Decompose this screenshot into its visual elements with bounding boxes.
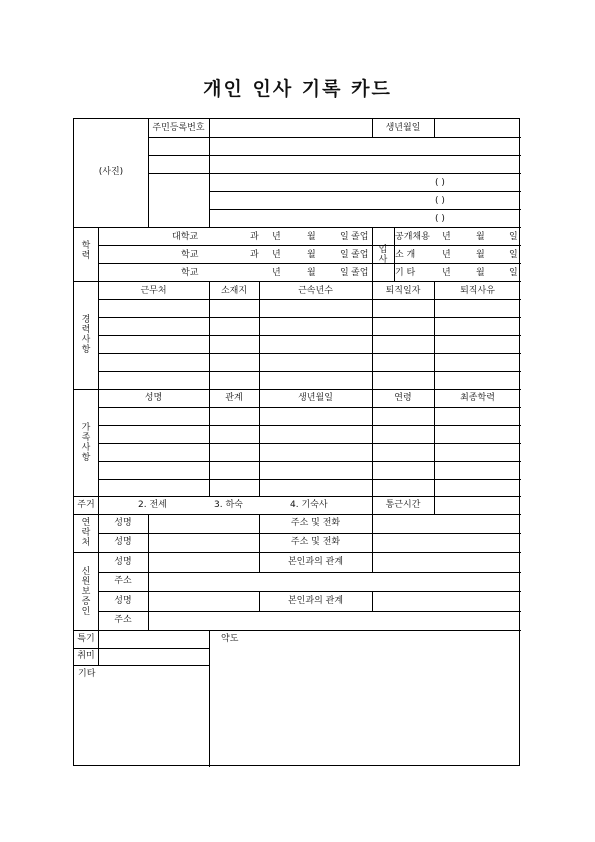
guarantor-addr-label: 주소 <box>114 615 132 625</box>
housing-option: 4. 기숙사 <box>290 500 328 510</box>
contact-label: 연 락 처 <box>81 518 91 548</box>
grid-line <box>434 496 435 514</box>
etc-label: 기타 <box>78 669 96 679</box>
edu-day: 일 <box>340 250 349 260</box>
grid-line <box>98 263 521 264</box>
grid-line <box>74 514 521 515</box>
grid-line <box>209 155 521 156</box>
grid-line <box>148 155 209 156</box>
career-col-header: 퇴직일자 <box>385 286 421 296</box>
grid-line <box>434 281 435 496</box>
hire-type: 소 개 <box>395 250 416 260</box>
family-col-header: 연령 <box>394 393 412 403</box>
housing-option: 2. 전세 <box>138 500 167 510</box>
grid-line <box>372 281 373 496</box>
grid-line <box>98 425 521 426</box>
personnel-record-form <box>73 118 520 766</box>
grid-line <box>74 389 521 390</box>
guarantor-name-label: 성명 <box>114 557 132 567</box>
family-col-header: 관계 <box>225 393 243 403</box>
hobby-label: 취미 <box>77 651 95 661</box>
hire-type: 공개채용 <box>395 232 430 242</box>
housing-label: 주거 <box>77 500 95 510</box>
hire-month: 월 <box>476 232 485 242</box>
contact-name-label: 성명 <box>114 518 132 528</box>
hire-year: 년 <box>442 250 451 260</box>
grid-line <box>372 591 373 611</box>
housing-option: 3. 하숙 <box>214 500 243 510</box>
grid-line <box>259 281 260 496</box>
grid-line <box>74 630 521 631</box>
grid-line <box>98 572 521 573</box>
hire-year: 년 <box>442 232 451 242</box>
edu-month: 월 <box>307 232 316 242</box>
grid-line <box>98 479 521 480</box>
grid-line <box>209 209 521 210</box>
grid-line <box>74 665 209 666</box>
career-col-header: 근속년수 <box>298 286 333 296</box>
grid-line <box>98 371 521 372</box>
grid-line <box>74 648 209 649</box>
hire-type: 기 타 <box>395 268 416 278</box>
hire-year: 년 <box>442 268 451 278</box>
career-col-header: 퇴직사유 <box>460 286 495 296</box>
edu-year: 년 <box>272 232 281 242</box>
edu-day: 일 <box>340 232 349 242</box>
grid-line <box>98 407 521 408</box>
paren-field: ( ) <box>435 214 445 224</box>
contact-addr-label: 주소 및 전화 <box>290 537 341 547</box>
family-col-header: 생년월일 <box>298 393 333 403</box>
grid-line <box>372 552 373 572</box>
family-label: 가 족 사 항 <box>81 423 91 463</box>
career-label: 경 력 사 항 <box>81 315 91 355</box>
edu-month: 월 <box>307 250 316 260</box>
grid-line <box>148 119 149 227</box>
grid-line <box>98 353 521 354</box>
guarantor-relation-label: 본인과의 관계 <box>287 557 344 567</box>
edu-year: 년 <box>272 268 281 278</box>
grid-line <box>209 191 521 192</box>
edu-day: 일 <box>340 268 349 278</box>
edu-school: 학교 <box>181 250 199 260</box>
grid-line <box>98 591 521 592</box>
family-col-header: 최종학력 <box>460 393 495 403</box>
grid-line <box>98 299 521 300</box>
grid-line <box>209 281 210 496</box>
grid-line <box>148 514 149 552</box>
hire-month: 월 <box>476 250 485 260</box>
hire-day: 일 <box>509 268 518 278</box>
grid-line <box>74 227 521 228</box>
grid-line <box>209 630 210 767</box>
edu-status: 졸업 <box>351 250 369 260</box>
grid-line <box>98 317 521 318</box>
grid-line <box>372 514 373 552</box>
education-label: 학 력 <box>81 241 91 261</box>
guarantor-label: 신 원 보 증 인 <box>81 567 91 617</box>
edu-status: 졸업 <box>351 232 369 242</box>
grid-line <box>98 533 521 534</box>
edu-dept: 과 <box>250 232 259 242</box>
grid-line <box>434 119 435 137</box>
guarantor-name-label: 성명 <box>114 596 132 606</box>
edu-status: 졸업 <box>351 268 369 278</box>
edu-dept: 과 <box>250 250 259 260</box>
career-col-header: 소재지 <box>220 286 248 296</box>
grid-line <box>209 119 210 227</box>
commute-label: 통근시간 <box>385 500 421 510</box>
grid-line <box>148 173 521 174</box>
hire-label: 입 사 <box>378 245 388 265</box>
edu-year: 년 <box>272 250 281 260</box>
birth-label: 생년월일 <box>385 123 421 133</box>
career-col-header: 근무처 <box>140 286 167 296</box>
grid-line <box>74 496 521 497</box>
grid-line <box>74 281 521 282</box>
grid-line <box>148 137 521 138</box>
edu-month: 월 <box>307 268 316 278</box>
edu-school: 대학교 <box>172 232 199 242</box>
grid-line <box>98 611 521 612</box>
hire-month: 월 <box>476 268 485 278</box>
paren-field: ( ) <box>435 178 445 188</box>
guarantor-addr-label: 주소 <box>114 576 132 586</box>
rrn-label: 주민등록번호 <box>152 123 205 133</box>
edu-school: 학교 <box>181 268 199 278</box>
grid-line <box>98 245 521 246</box>
paren-field: ( ) <box>435 196 445 206</box>
page-title: 개인 인사 기록 카드 <box>203 78 392 100</box>
grid-line <box>74 552 521 553</box>
guarantor-relation-label: 본인과의 관계 <box>287 596 344 606</box>
family-col-header: 성명 <box>144 393 163 403</box>
grid-line <box>98 461 521 462</box>
photo-placeholder: (사진) <box>98 167 124 177</box>
grid-line <box>372 227 373 281</box>
grid-line <box>98 630 99 665</box>
grid-line <box>98 443 521 444</box>
hire-day: 일 <box>509 232 518 242</box>
contact-addr-label: 주소 및 전화 <box>290 518 341 528</box>
hire-day: 일 <box>509 250 518 260</box>
contact-name-label: 성명 <box>114 537 132 547</box>
history-label: 약도 <box>221 634 239 644</box>
special-skill-label: 특기 <box>77 634 95 644</box>
grid-line <box>98 335 521 336</box>
grid-line <box>148 552 149 630</box>
